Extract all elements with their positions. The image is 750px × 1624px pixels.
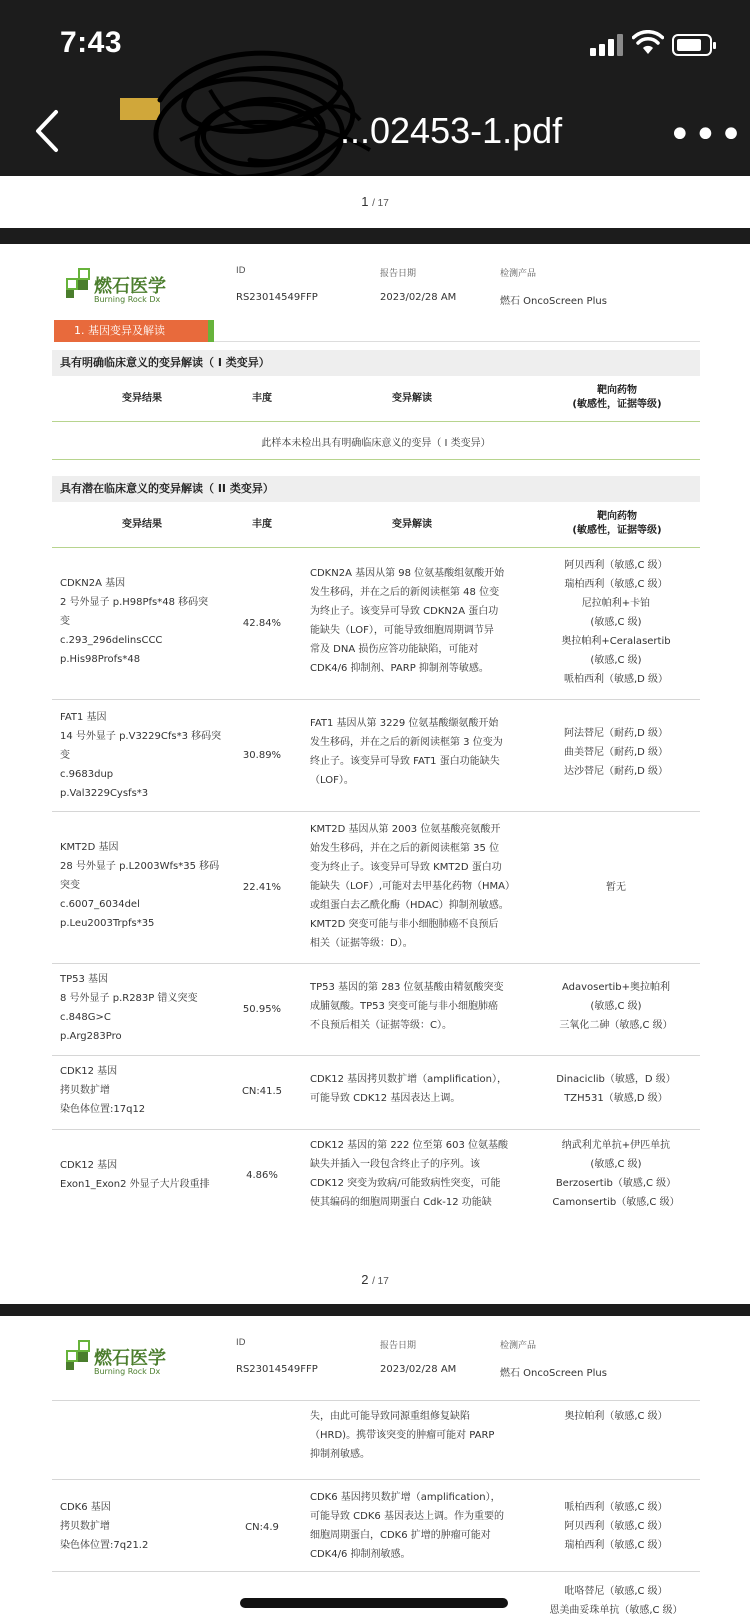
cell-line: 三氧化二砷（敏感,C 级） <box>559 1020 673 1031</box>
cell-line: c.293_296delinsCCC <box>60 635 163 646</box>
cell-line: 始发生移码，并在之后的新阅读框第 35 位 <box>310 843 500 854</box>
target-drugs <box>532 1582 700 1620</box>
cell-line: 失，由此可能导致同源重组修复缺陷 <box>310 1411 470 1422</box>
product-label: 检测产品 <box>500 269 537 279</box>
pdf-page-1 <box>0 176 750 228</box>
cell-line: TZH531（敏感,D 级） <box>564 1093 668 1104</box>
col-result: 变异结果 <box>122 393 162 404</box>
pdf-page-3 <box>0 1316 750 1624</box>
cell-line: TP53 基因 <box>60 974 109 985</box>
cell-line: CDK4/6 抑制剂、PARP 抑制剂等敏感。 <box>310 663 489 674</box>
cell-line: KMT2D 基因从第 2003 位氨基酸亮氨酸开 <box>310 824 501 835</box>
report-date-value: 2023/02/28 AM <box>380 1364 457 1375</box>
table2-title: 具有潜在临床意义的变异解读（ II 类变异） <box>52 476 700 502</box>
cell-line: (敏感,C 级) <box>590 617 642 628</box>
section-divider <box>214 341 700 342</box>
status-time: 7:43 <box>60 26 123 59</box>
target-drugs <box>532 1498 700 1555</box>
report-date-label: 报告日期 <box>380 1341 417 1351</box>
abundance: CN:41.5 <box>241 1086 283 1097</box>
cell-line: 阿法替尼（耐药,D 级） <box>563 728 669 739</box>
cell-line: 瑞柏西利（敏感,C 级） <box>564 1540 668 1551</box>
target-drugs <box>532 1070 700 1108</box>
page-number-current: 2 <box>361 1272 369 1287</box>
variant-result <box>60 970 240 1046</box>
logo-english-name: Burning Rock Dx <box>94 1367 161 1376</box>
cell-line: 细胞周期蛋白，CDK6 扩增的肿瘤可能对 <box>310 1530 491 1541</box>
variant-result <box>60 1062 240 1119</box>
table1-empty-row <box>52 422 700 460</box>
cell-line: (敏感,C 级) <box>590 1001 642 1012</box>
page-number <box>0 194 750 209</box>
cell-line: CDKN2A 基因 <box>60 578 126 589</box>
report-date-value: 2023/02/28 AM <box>380 292 457 303</box>
cell-line: c.9683dup <box>60 769 114 780</box>
cell-line: 哌柏西利（敏感,D 级） <box>563 674 669 685</box>
page-number <box>0 1272 750 1287</box>
cell-line: Adavosertib+奥拉帕利 <box>561 982 671 993</box>
logo-mark-icon <box>64 266 92 300</box>
interpretation <box>310 1070 530 1108</box>
col-drugs: 靶向药物 <box>597 385 637 396</box>
cell-line: 28 号外显子 p.L2003Wfs*35 移码 <box>60 861 220 872</box>
abundance: 30.89% <box>242 750 282 761</box>
col-drugs-sub: (敏感性，证据等级) <box>572 525 662 536</box>
id-value: RS23014549FFP <box>236 292 318 303</box>
wifi-icon <box>632 30 664 56</box>
interpretation <box>310 714 530 790</box>
section-heading-text: 1. 基因变异及解读 <box>74 324 165 337</box>
col-interpretation: 变异解读 <box>392 393 432 404</box>
cell-line: 拷贝数扩增 <box>60 1085 110 1096</box>
interpretation <box>310 1407 530 1464</box>
product-label: 检测产品 <box>500 1341 537 1351</box>
cell-line: 常及 DNA 损伤应答功能缺陷，可能对 <box>310 644 479 655</box>
abundance: CN:4.9 <box>245 1522 279 1533</box>
cell-line: 瑞柏西利（敏感,C 级） <box>564 579 668 590</box>
id-value: RS23014549FFP <box>236 1364 318 1375</box>
cell-line: 纳武利尤单抗+伊匹单抗 <box>561 1140 671 1151</box>
logo-chinese-name: 燃石医学 <box>94 276 166 297</box>
top-bar <box>0 0 750 176</box>
back-chevron-icon[interactable] <box>28 106 68 156</box>
abundance: 42.84% <box>242 618 282 629</box>
cell-line: Camonsertib（敏感,C 级） <box>552 1197 680 1208</box>
cell-line: CDK12 基因拷贝数扩增（amplification）， <box>310 1074 507 1085</box>
table-row <box>52 1480 700 1572</box>
cell-line: Exon1_Exon2 外显子大片段重排 <box>60 1179 210 1190</box>
cell-line: KMT2D 基因 <box>60 842 119 853</box>
table-row <box>52 548 700 700</box>
variant-result <box>60 1498 240 1555</box>
table1-empty-message: 此样本未检出具有明确临床意义的变异（ I 类变异） <box>261 438 491 449</box>
more-options-icon[interactable]: ••• <box>668 112 745 158</box>
cell-line: p.Leu2003Trpfs*35 <box>60 918 155 929</box>
cell-line: 缺失并插入一段包含终止子的序列。该 <box>310 1159 480 1170</box>
cell-line: 暂无 <box>606 882 626 893</box>
page-number-total: / 17 <box>372 1276 389 1287</box>
product-value: 燃石 OncoScreen Plus <box>500 1368 607 1379</box>
variant-result <box>60 574 240 669</box>
cell-line: (敏感,C 级) <box>590 655 642 666</box>
cell-line: Dinaciclib（敏感，D 级） <box>556 1074 676 1085</box>
cell-line: CDKN2A 基因从第 98 位氨基酸组氨酸开始 <box>310 568 505 579</box>
cell-line: p.Arg283Pro <box>60 1031 122 1042</box>
cell-line: p.Val3229Cysfs*3 <box>60 788 149 799</box>
cell-line: c.848G>C <box>60 1012 111 1023</box>
cell-line: CDK6 基因拷贝数扩增（amplification）， <box>310 1492 501 1503</box>
table2-header <box>52 502 700 548</box>
cell-line: 染色体位置:7q21.2 <box>60 1540 149 1551</box>
id-label: ID <box>236 266 246 276</box>
logo-mark-icon <box>64 1338 92 1372</box>
cell-line: 恩美曲妥珠单抗（敏感,C 级） <box>549 1605 683 1616</box>
logo-english-name: Burning Rock Dx <box>94 295 161 304</box>
cell-line: CDK12 基因的第 222 位至第 603 位氨基酸 <box>310 1140 509 1151</box>
document-title: ...02453-1.pdf <box>340 110 563 151</box>
cell-line: 曲美替尼（耐药,D 级） <box>563 747 669 758</box>
cell-line: FAT1 基因 <box>60 712 107 723</box>
abundance: 50.95% <box>242 1004 282 1015</box>
target-drugs <box>532 978 700 1035</box>
cell-line: 奥拉帕利+Ceralasertib <box>561 636 671 647</box>
cell-line: 吡咯替尼（敏感,C 级） <box>564 1586 668 1597</box>
cell-line: 奥拉帕利（敏感,C 级） <box>564 1411 668 1422</box>
variant-result <box>60 708 240 803</box>
cell-line: 变 <box>60 616 70 627</box>
interpretation <box>310 1136 530 1212</box>
col-abundance: 丰度 <box>252 519 272 530</box>
abundance: 22.41% <box>242 882 282 893</box>
interpretation <box>310 1488 530 1564</box>
col-abundance: 丰度 <box>252 393 272 404</box>
cell-line: KMT2D 突变可能与非小细胞肺癌不良预后 <box>310 919 499 930</box>
table-row <box>52 964 700 1056</box>
col-result: 变异结果 <box>122 519 162 530</box>
table1-title: 具有明确临床意义的变异解读（ I 类变异） <box>52 350 700 376</box>
cell-line: 发生移码，并在之后的新阅读框第 3 位变为 <box>310 737 503 748</box>
cell-line: CDK12 突变为致病/可能致病性突变，可能 <box>310 1178 501 1189</box>
page-number-current: 1 <box>361 194 369 209</box>
cell-line: 变为终止子。该变异可导致 KMT2D 蛋白功 <box>310 862 502 873</box>
page-number-total: / 17 <box>372 198 389 209</box>
cell-line: p.His98Profs*48 <box>60 654 141 665</box>
cell-line: 使其编码的细胞周期蛋白 Cdk-12 功能缺 <box>310 1197 492 1208</box>
table-row <box>52 700 700 812</box>
logo-chinese-name: 燃石医学 <box>94 1348 166 1369</box>
section-heading <box>54 320 214 342</box>
cell-line: 染色体位置:17q12 <box>60 1104 146 1115</box>
product-value: 燃石 OncoScreen Plus <box>500 296 607 307</box>
cell-line: Berzosertib（敏感,C 级） <box>555 1178 677 1189</box>
abundance: 4.86% <box>246 1170 278 1181</box>
cell-line: 尼拉帕利+卡铂 <box>581 598 651 609</box>
col-drugs-sub: (敏感性，证据等级) <box>572 399 662 410</box>
table1-header <box>52 376 700 422</box>
id-label: ID <box>236 1338 246 1348</box>
cell-line: 为终止子。该变异可导致 CDKN2A 蛋白功 <box>310 606 499 617</box>
cell-line: （LOF）。 <box>310 775 354 786</box>
cell-line: 不良预后相关（证据等级：C）。 <box>310 1020 452 1031</box>
variant-result <box>60 1156 240 1194</box>
cell-line: 突变 <box>60 880 80 891</box>
cell-line: CDK4/6 抑制剂敏感。 <box>310 1549 411 1560</box>
cell-line: 拷贝数扩增 <box>60 1521 110 1532</box>
report-header <box>0 244 750 314</box>
variant-result <box>60 838 240 933</box>
cellular-signal-icon <box>590 34 624 56</box>
interpretation <box>310 978 530 1035</box>
cell-line: 相关（证据等级：D）。 <box>310 938 413 949</box>
cell-line: 终止子。该变异可导致 FAT1 蛋白功能缺失 <box>310 756 500 767</box>
target-drugs <box>532 724 700 781</box>
home-indicator[interactable] <box>240 1598 508 1608</box>
cell-line: 可能导致 CDK6 基因表达上调。作为重要的 <box>310 1511 504 1522</box>
cell-line: 阿贝西利（敏感,C 级） <box>564 560 668 571</box>
cell-line: 发生移码，并在之后的新阅读框第 48 位变 <box>310 587 500 598</box>
cell-line: 哌柏西利（敏感,C 级） <box>564 1502 668 1513</box>
target-drugs <box>532 556 700 689</box>
pdf-page-2 <box>0 244 750 1304</box>
interpretation <box>310 820 530 953</box>
report-date-label: 报告日期 <box>380 269 417 279</box>
table-row <box>52 1056 700 1130</box>
cell-line: FAT1 基因从第 3229 位氨基酸缬氨酸开始 <box>310 718 499 729</box>
table-row-continued <box>52 1400 700 1480</box>
target-drugs <box>532 878 700 897</box>
cell-line: （HRD)。携带该突变的肿瘤可能对 PARP <box>310 1430 495 1441</box>
target-drugs <box>532 1407 700 1426</box>
cell-line: 2 号外显子 p.H98Pfs*48 移码突 <box>60 597 209 608</box>
cell-line: 能缺失（LOF）,可能对去甲基化药物（HMA） <box>310 881 516 892</box>
report-header <box>0 1316 750 1386</box>
cell-line: 14 号外显子 p.V3229Cfs*3 移码突 <box>60 731 222 742</box>
interpretation <box>310 564 530 678</box>
cell-line: 达沙替尼（耐药,D 级） <box>563 766 669 777</box>
col-interpretation: 变异解读 <box>392 519 432 530</box>
col-drugs: 靶向药物 <box>597 511 637 522</box>
cell-line: CDK12 基因 <box>60 1066 118 1077</box>
table-row <box>52 1130 700 1224</box>
cell-line: c.6007_6034del <box>60 899 140 910</box>
table-row <box>52 812 700 964</box>
cell-line: 抑制剂敏感。 <box>310 1449 370 1460</box>
cell-line: TP53 基因的第 283 位氨基酸由精氨酸突变 <box>310 982 504 993</box>
cell-line: 8 号外显子 p.R283P 错义突变 <box>60 993 198 1004</box>
target-drugs <box>532 1136 700 1212</box>
cell-line: 变 <box>60 750 70 761</box>
cell-line: 阿贝西利（敏感,C 级） <box>564 1521 668 1532</box>
battery-icon <box>672 34 712 56</box>
cell-line: (敏感,C 级) <box>590 1159 642 1170</box>
cell-line: CDK6 基因 <box>60 1502 111 1513</box>
cell-line: 可能导致 CDK12 基因表达上调。 <box>310 1093 461 1104</box>
cell-line: 成脯氨酸。TP53 突变可能与非小细胞肺癌 <box>310 1001 499 1012</box>
cell-line: 或组蛋白去乙酰化酶（HDAC）抑制剂敏感。 <box>310 900 509 911</box>
cell-line: CDK12 基因 <box>60 1160 118 1171</box>
cell-line: 能缺失（LOF），可能导致细胞周期调节异 <box>310 625 494 636</box>
